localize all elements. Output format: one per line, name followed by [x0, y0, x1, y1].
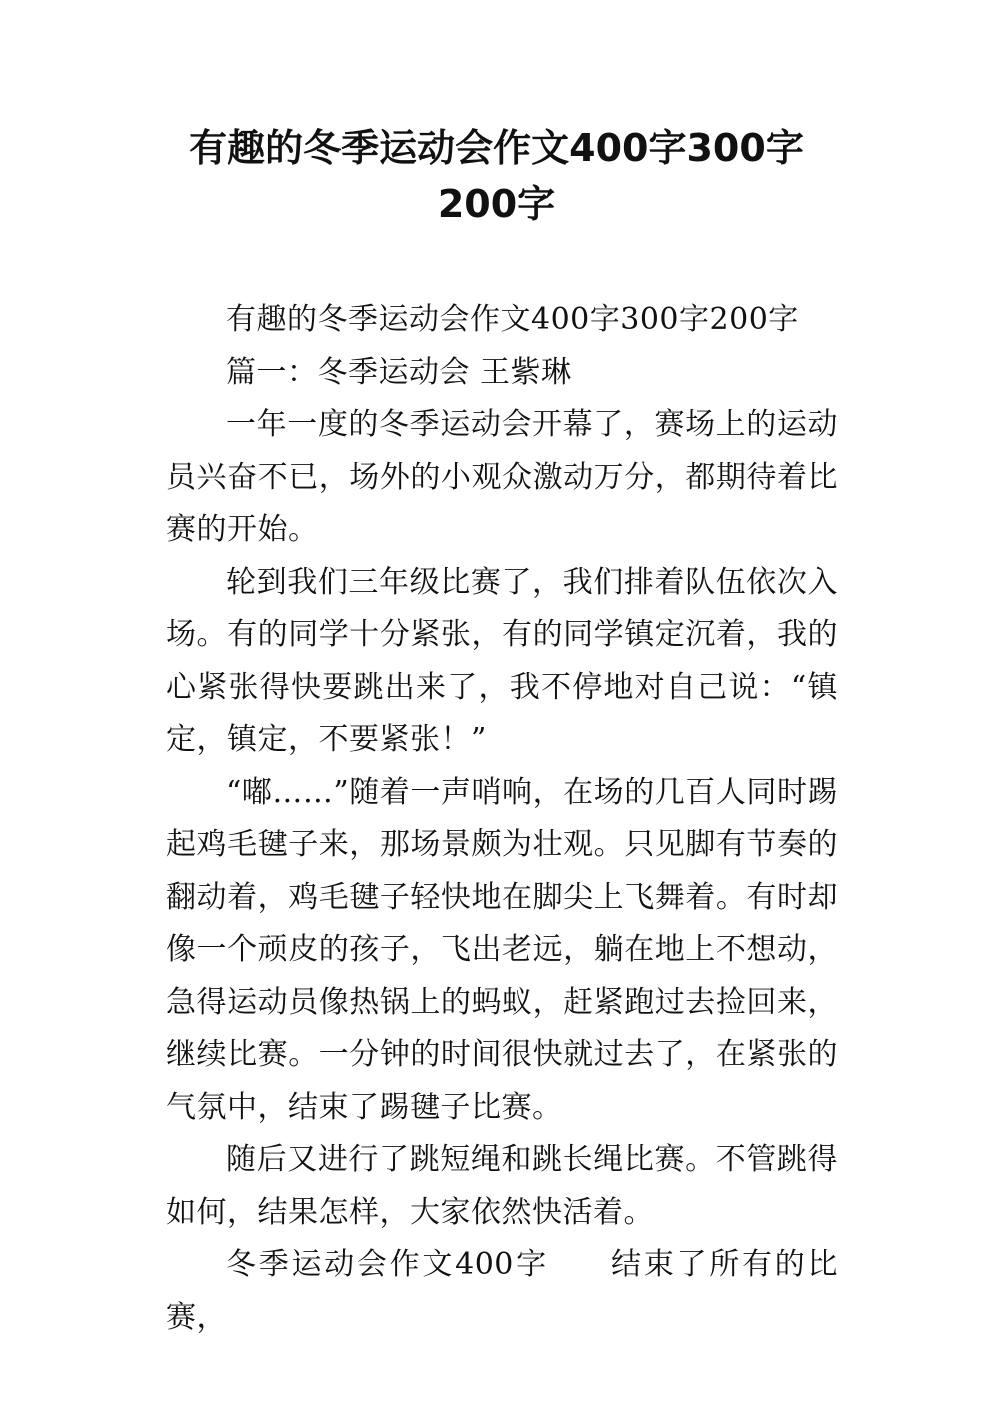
document-title-line1: 有趣的冬季运动会作文400字300字	[189, 126, 804, 170]
body-paragraph: “嘟……”随着一声哨响，在场的几百人同时踢起鸡毛毽子来，那场景颇为壮观。只见脚有节奏的翻动着，鸡毛毽子轻快地在脚尖上飞舞着。有时却像一个顽皮的孩子，飞出老远，躺在地上不想动，急得运动员像热锅上的蚂蚁，赶紧跑过去捡回来，继续比赛。一分钟的时间很快就过去了，在紧张的气氛中，结束了踢毽子比赛。	[166, 774, 838, 1125]
document-body	[166, 294, 838, 1344]
watermark-phrase: 冬季运动会作文400字	[226, 1247, 549, 1282]
chapter-heading: 篇一：冬季运动会 王紫琳	[226, 354, 572, 390]
document-title-line2: 200字	[437, 182, 556, 226]
body-paragraph-last	[166, 1239, 838, 1344]
body-paragraph: 轮到我们三年级比赛了，我们排着队伍依次入场。有的同学十分紧张，有的同学镇定沉着，我的心紧张得快要跳出来了，我不停地对自己说：“镇定，镇定，不要紧张！”	[166, 564, 838, 757]
body-paragraph: 一年一度的冬季运动会开幕了，赛场上的运动员兴奋不已，场外的小观众激动万分，都期待着比赛的开始。	[166, 407, 838, 547]
subtitle-paragraph: 有趣的冬季运动会作文400字300字200字	[226, 302, 799, 337]
body-paragraph: 随后又进行了跳短绳和跳长绳比赛。不管跳得如何，结果怎样，大家依然快活着。	[166, 1142, 838, 1230]
document-title	[120, 120, 873, 232]
body-text-fragment: 结束了所有的比赛，	[166, 1247, 839, 1335]
